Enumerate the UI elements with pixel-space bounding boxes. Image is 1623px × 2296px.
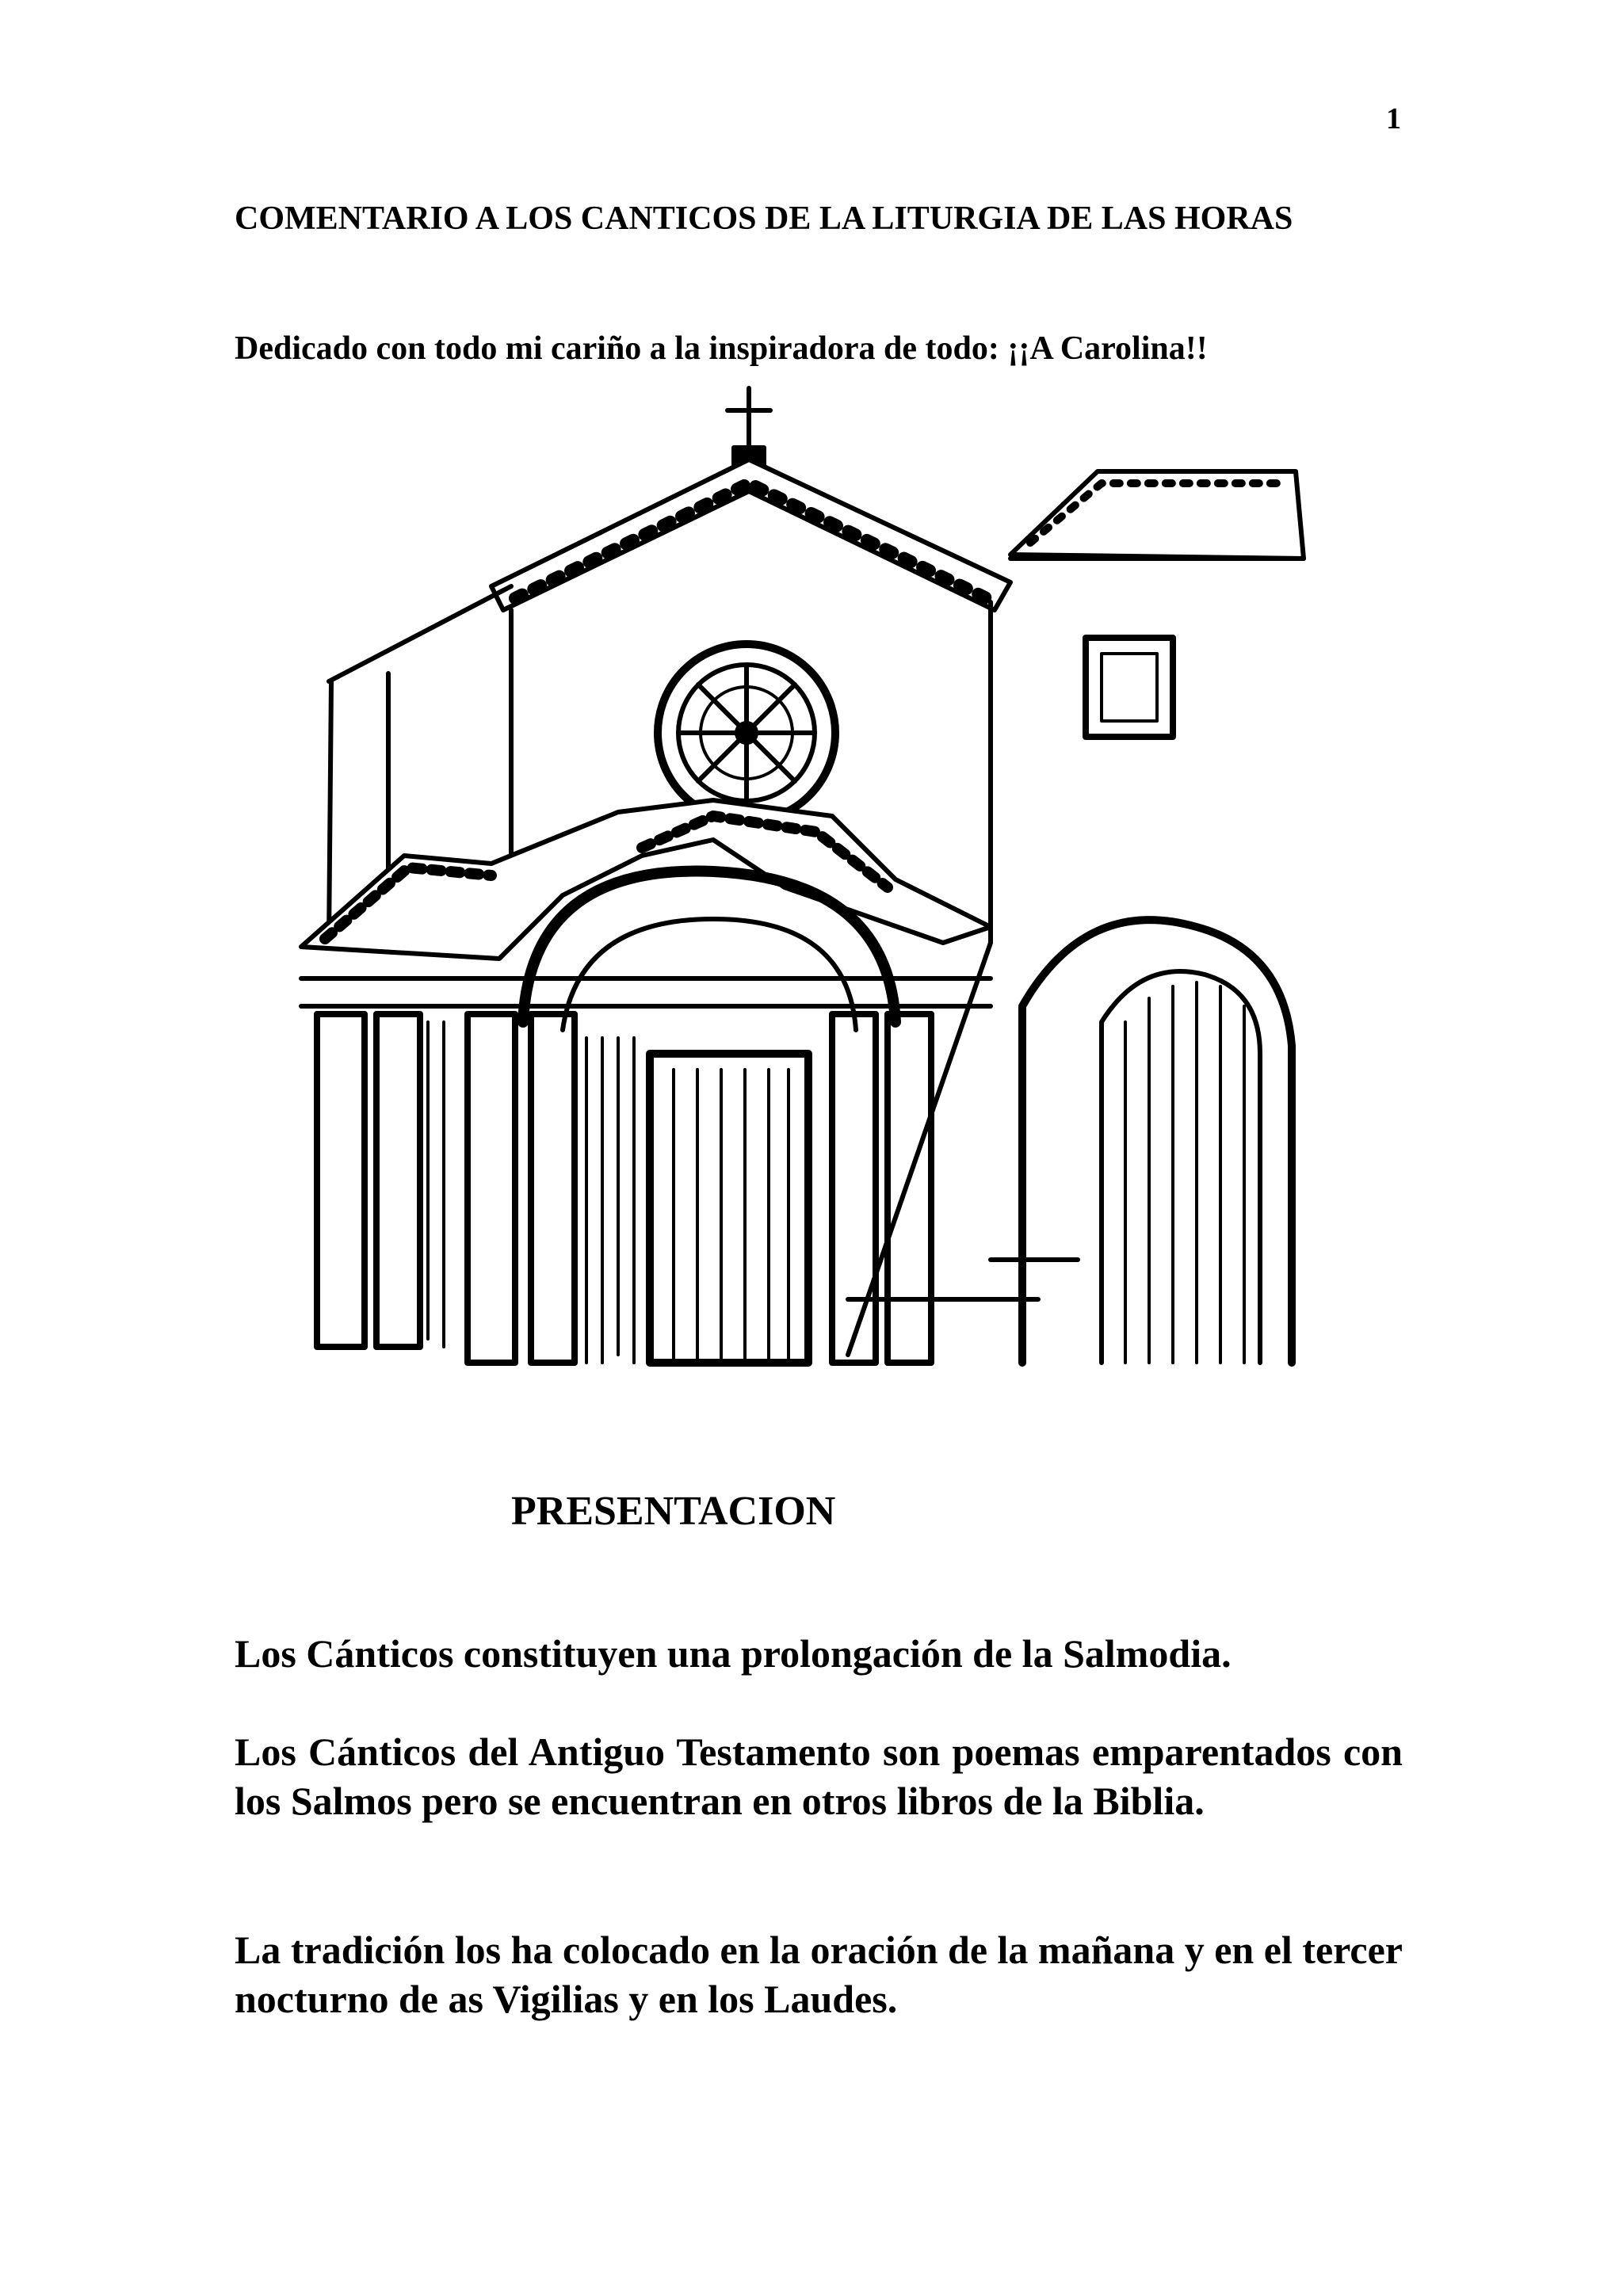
- dedication: Dedicado con todo mi cariño a la inspiradora de todo: ¡¡A Carolina!!: [235, 330, 1208, 367]
- section-heading: PRESENTACION: [511, 1489, 836, 1534]
- church-illustration: [230, 372, 1339, 1402]
- cross-icon: [727, 388, 770, 465]
- page-number: 1: [1386, 102, 1401, 135]
- paragraph: Los Cánticos del Antiguo Testamento son poemas emparentados con los Salmos pero se encuentran en otros libros de la Biblia.: [235, 1730, 1403, 1823]
- doorway-icon: [650, 1054, 808, 1363]
- paragraph: La tradición los ha colocado en la oración de la mañana y en el tercer nocturno de as Vigilias y en los Laudes.: [235, 1928, 1403, 2021]
- paragraph: Los Cánticos constituyen una prolongación de la Salmodia.: [235, 1631, 1232, 1676]
- rose-window-icon: [658, 644, 835, 822]
- document-title: COMENTARIO A LOS CANTICOS DE LA LITURGIA DE LAS HORAS: [235, 200, 1293, 237]
- window-icon: [1086, 638, 1173, 737]
